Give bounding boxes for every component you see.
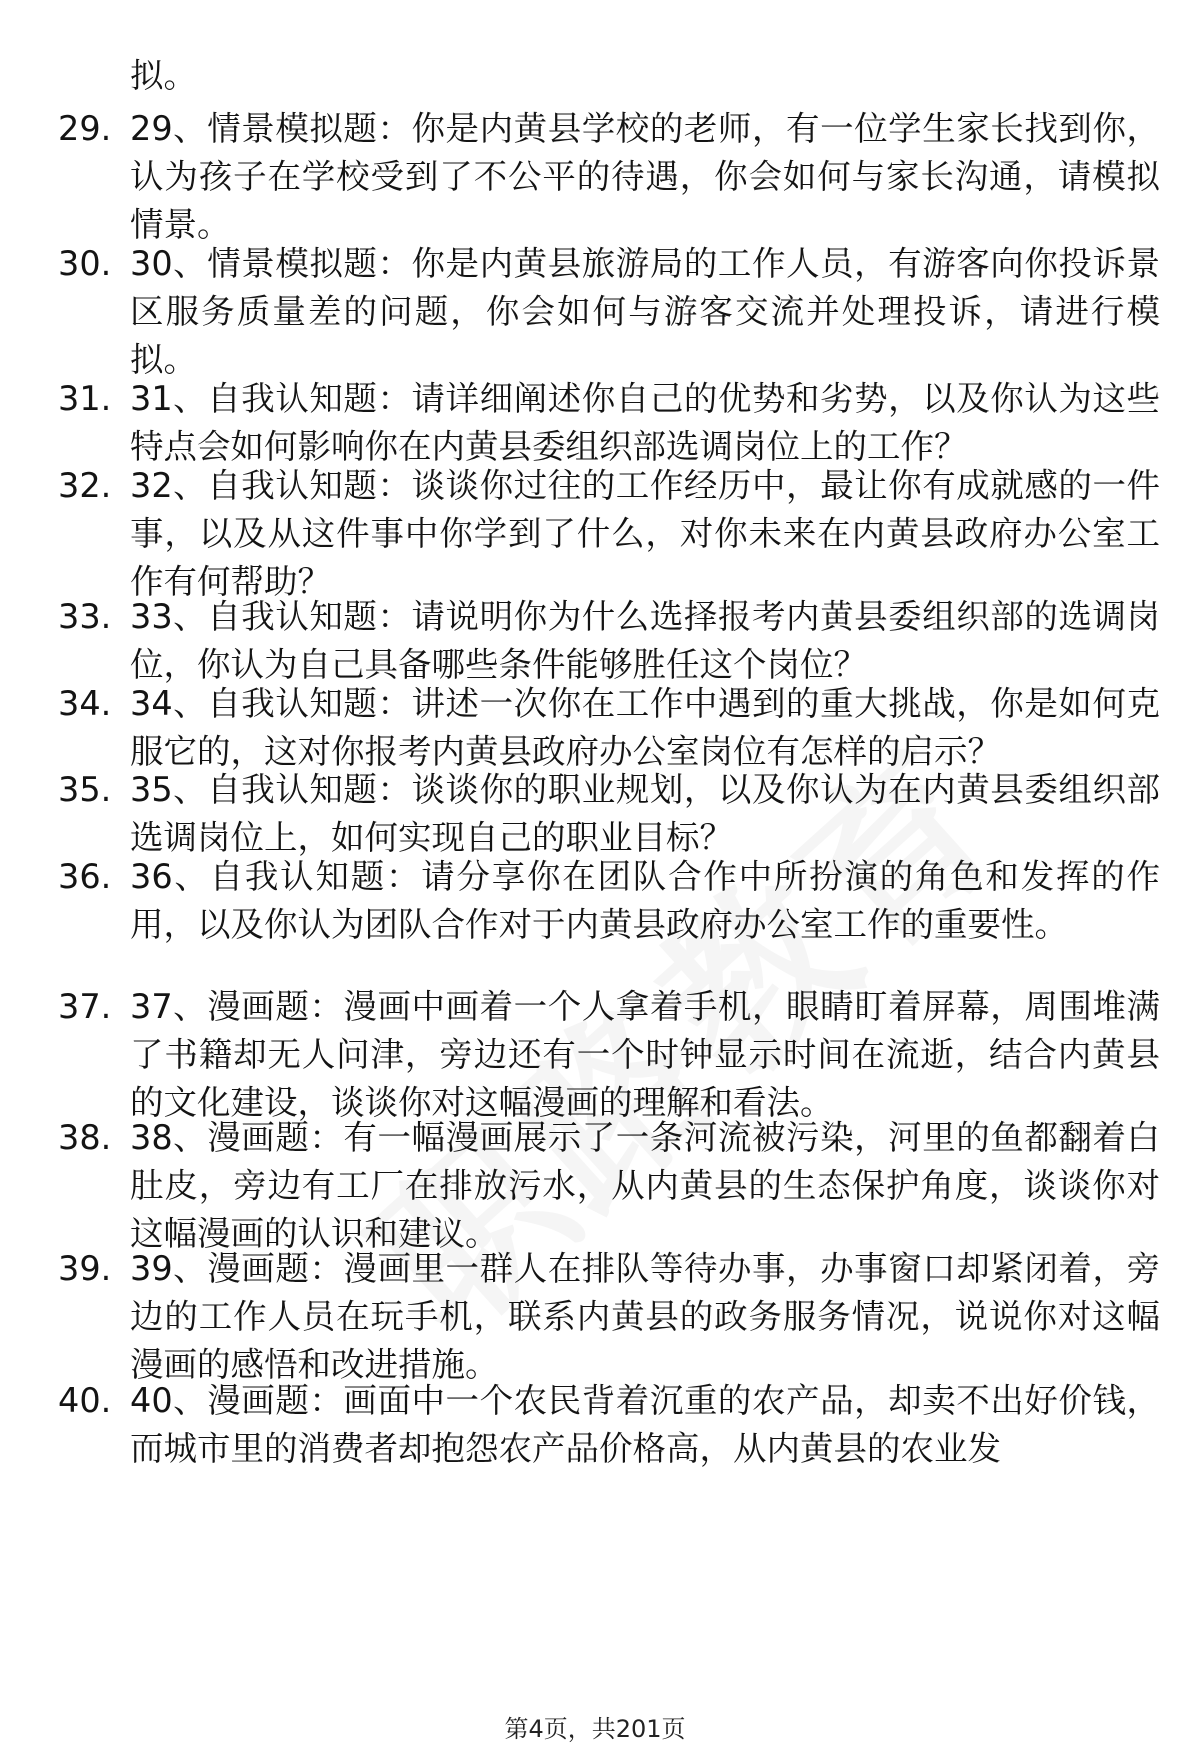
- item-text: 36、自我认知题：请分享你在团队合作中所扮演的角色和发挥的作用，以及你认为团队合作对于内黄县政府办公室工作的重要性。: [130, 857, 1160, 944]
- item-text: 31、自我认知题：请详细阐述你自己的优势和劣势，以及你认为这些特点会如何影响你在内黄县委组织部选调岗位上的工作？: [130, 379, 1160, 466]
- page-footer: 第4页，共201页: [504, 1715, 686, 1743]
- item-number: 35.: [58, 770, 112, 809]
- item-text: 38、漫画题：有一幅漫画展示了一条河流被污染，河里的鱼都翻着白肚皮，旁边有工厂在排放污水，从内黄县的生态保护角度，谈谈你对这幅漫画的认识和建议。: [130, 1118, 1160, 1253]
- item-number: 40.: [58, 1381, 112, 1420]
- item-text: 33、自我认知题：请说明你为什么选择报考内黄县委组织部的选调岗位，你认为自己具备哪些条件能够胜任这个岗位？: [130, 597, 1160, 684]
- item-number: 37.: [58, 987, 112, 1026]
- item-text: 40、漫画题：画面中一个农民背着沉重的农产品，却卖不出好价钱，而城市里的消费者却抱怨农产品价格高，从内黄县的农业发: [130, 1381, 1160, 1468]
- item-text: 30、情景模拟题：你是内黄县旅游局的工作人员，有游客向你投诉景区服务质量差的问题，你会如何与游客交流并处理投诉，请进行模拟。: [130, 244, 1160, 379]
- item-number: 36.: [58, 857, 112, 896]
- item-text: 34、自我认知题：讲述一次你在工作中遇到的重大挑战，你是如何克服它的，这对你报考内黄县政府办公室岗位有怎样的启示？: [130, 684, 1160, 771]
- item-number: 30.: [58, 244, 112, 283]
- item-text: 39、漫画题：漫画里一群人在排队等待办事，办事窗口却紧闭着，旁边的工作人员在玩手机，联系内黄县的政务服务情况，说说你对这幅漫画的感悟和改进措施。: [130, 1249, 1160, 1384]
- item-text: 35、自我认知题：谈谈你的职业规划，以及你认为在内黄县委组织部选调岗位上，如何实现自己的职业目标？: [130, 770, 1160, 857]
- item-number: 39.: [58, 1249, 112, 1288]
- item-text: 29、情景模拟题：你是内黄县学校的老师，有一位学生家长找到你，认为孩子在学校受到了不公平的待遇，你会如何与家长沟通，请模拟情景。: [130, 109, 1160, 244]
- continuation-text: 拟。: [130, 56, 197, 95]
- item-number: 29.: [58, 109, 112, 148]
- item-number: 31.: [58, 379, 112, 418]
- item-number: 34.: [58, 684, 112, 723]
- item-text: 37、漫画题：漫画中画着一个人拿着手机，眼睛盯着屏幕，周围堆满了书籍却无人问津，旁边还有一个时钟显示时间在流逝，结合内黄县的文化建设，谈谈你对这幅漫画的理解和看法。: [130, 987, 1160, 1122]
- item-number: 38.: [58, 1118, 112, 1157]
- item-text: 32、自我认知题：谈谈你过往的工作经历中，最让你有成就感的一件事，以及从这件事中你学到了什么，对你未来在内黄县政府办公室工作有何帮助？: [130, 466, 1160, 601]
- item-number: 33.: [58, 597, 112, 636]
- item-number: 32.: [58, 466, 112, 505]
